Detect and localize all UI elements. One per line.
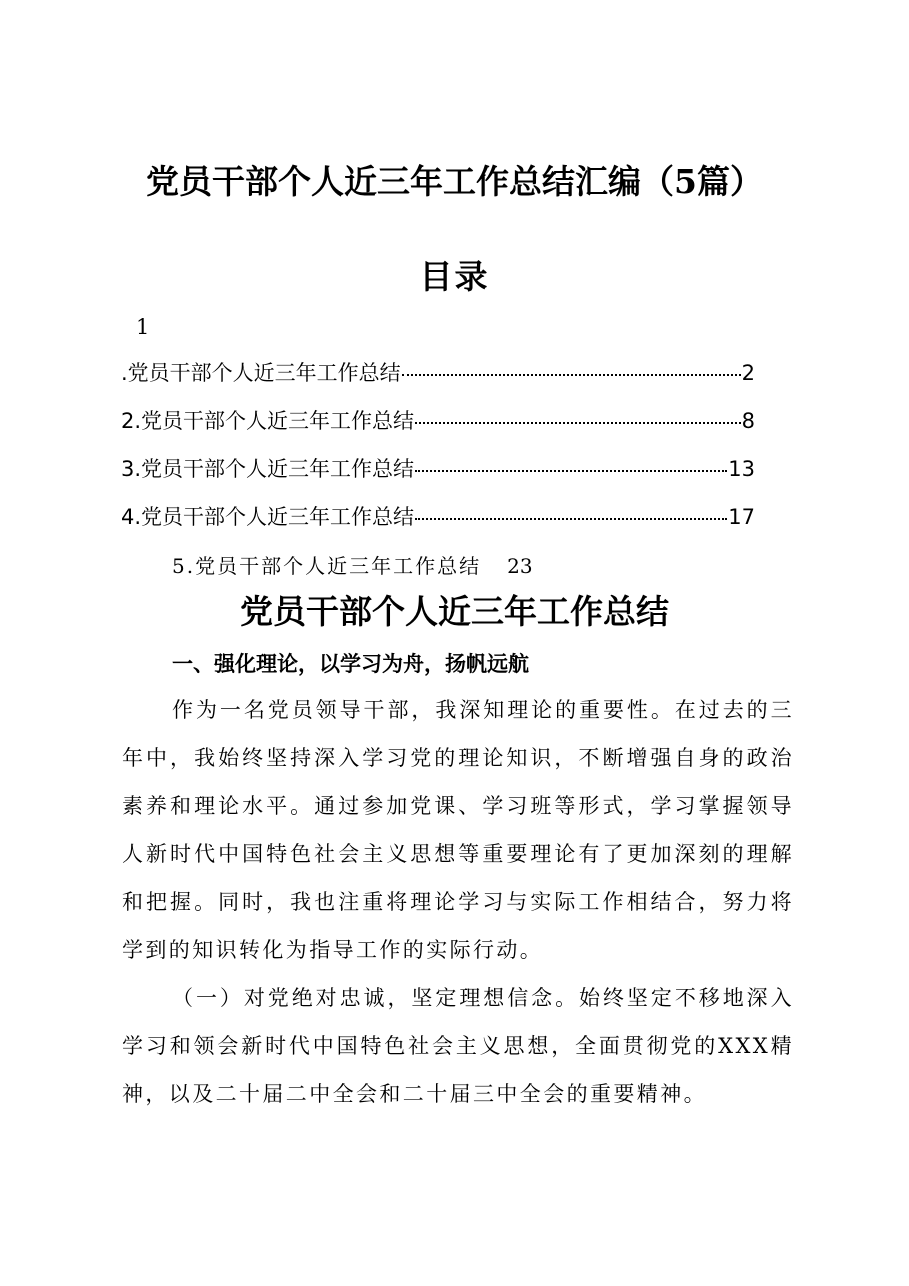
toc-entry-label: 5.党员干部个人近三年工作总结 <box>172 554 482 578</box>
toc-entry-label: 2.党员干部个人近三年工作总结 <box>121 409 415 433</box>
toc-entry-page: 8 <box>741 409 755 433</box>
toc-entry-4[interactable] <box>121 503 755 531</box>
toc-entry-5[interactable] <box>172 552 533 580</box>
document-title: 党员干部个人近三年工作总结汇编（5篇） <box>146 162 763 201</box>
toc-entry-label: 3.党员干部个人近三年工作总结 <box>121 457 415 481</box>
toc-dot-leader <box>415 518 727 520</box>
body-paragraph-2: （一）对党绝对忠诚，坚定理想信念。始终坚定不移地深入学习和领会新时代中国特色社会主义思想，全面贯彻党的XXX精神，以及二十届二中全会和二十届三中全会的重要精神。 <box>122 986 794 1106</box>
toc-entry-2[interactable] <box>121 407 755 435</box>
toc-dot-leader <box>402 374 741 376</box>
sub-heading: 一、强化理论，以学习为舟，扬帆远航 <box>172 652 529 676</box>
toc-entry-page: 13 <box>728 457 755 481</box>
toc-heading: 目录 <box>419 257 490 296</box>
section-title: 党员干部个人近三年工作总结 <box>240 592 669 631</box>
toc-dot-leader <box>415 470 727 472</box>
toc-entry-3[interactable] <box>121 455 755 483</box>
toc-entry-1-number: 1 <box>136 315 150 339</box>
toc-entry-page: 2 <box>741 361 755 385</box>
toc-entry-1[interactable] <box>121 359 755 387</box>
body-paragraph-1: 作为一名党员领导干部，我深知理论的重要性。在过去的三年中，我始终坚持深入学习党的理论知识，不断增强自身的政治素养和理论水平。通过参加党课、学习班等形式，学习掌握领导人新时代中国特色社会主义思想等重要理论有了更加深刻的理解和把握。同时，我也注重将理论学习与实际工作相结合，努力将学到的知识转化为指导工作的实际行动。 <box>122 698 794 962</box>
toc-entry-page: 23 <box>507 554 533 578</box>
toc-entry-page: 17 <box>728 505 755 529</box>
toc-entry-label: .党员干部个人近三年工作总结 <box>121 361 401 385</box>
toc-entry-label: 4.党员干部个人近三年工作总结 <box>121 505 415 529</box>
toc-dot-leader <box>415 422 741 424</box>
